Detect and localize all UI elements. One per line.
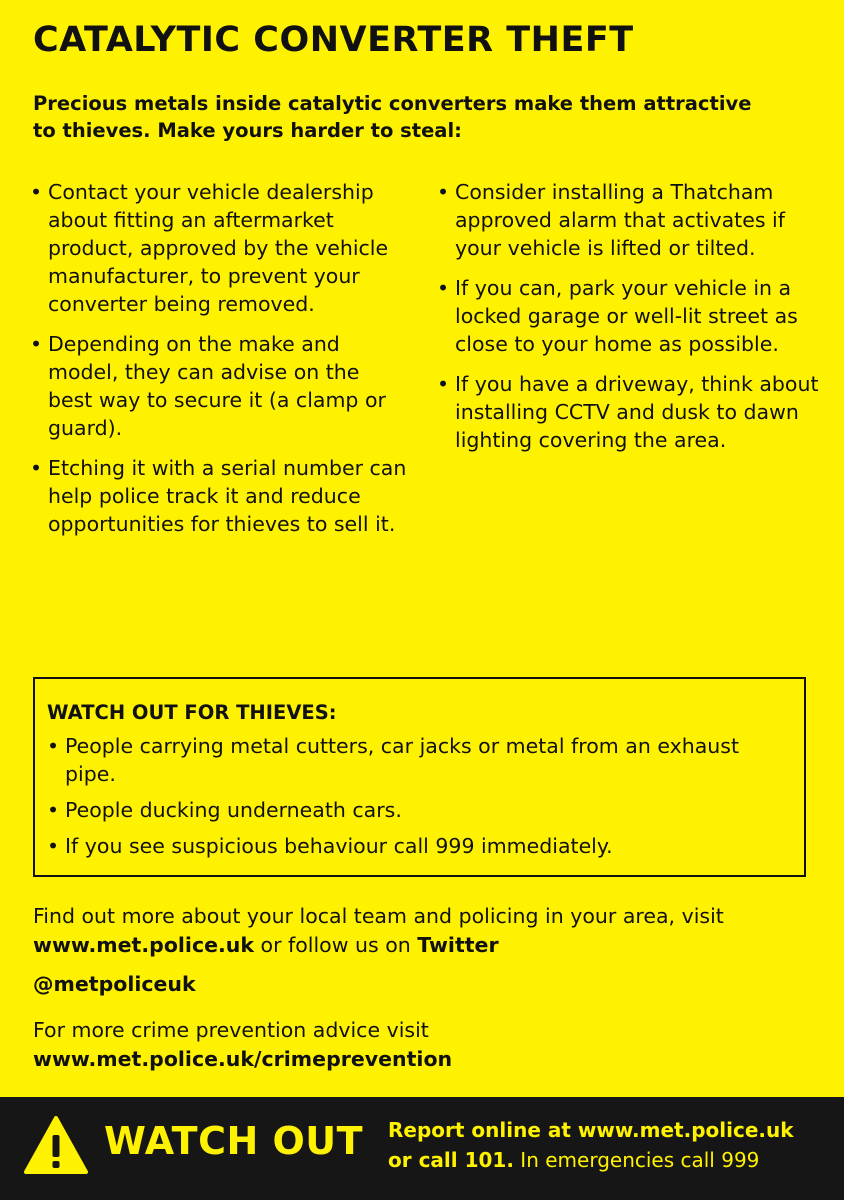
report-online-line[interactable]: Report online at www.met.police.uk <box>388 1118 794 1142</box>
list-item: • If you see suspicious behaviour call 999 immediately. <box>47 832 792 860</box>
page-title: CATALYTIC CONVERTER THEFT <box>33 20 634 60</box>
list-item: • Etching it with a serial number can help police track it and reduce opportunities for thieves to sell it. <box>30 454 410 538</box>
left-tips-list <box>30 178 410 550</box>
list-item: • If you can, park your vehicle in a locked garage or well-lit street as close to your home as possible. <box>437 274 827 358</box>
call-101-text: or call 101. <box>388 1148 514 1172</box>
find-out-prefix: Find out more about your local team and policing in your area, visit <box>33 904 724 928</box>
right-tips-list <box>437 178 827 466</box>
list-item: • Depending on the make and model, they can advise on the best way to secure it (a clamp or guard). <box>30 330 410 442</box>
find-out-more-text <box>33 902 823 960</box>
warning-icon <box>23 1115 89 1175</box>
footer-banner <box>0 1097 844 1200</box>
list-item: • Consider installing a Thatcham approved alarm that activates if your vehicle is lifted or tilted. <box>437 178 827 262</box>
report-text <box>388 1115 838 1175</box>
find-out-middle: or follow us on <box>254 933 418 957</box>
twitter-label: Twitter <box>417 933 499 957</box>
more-advice-text <box>33 1016 793 1074</box>
more-advice-label: For more crime prevention advice visit <box>33 1018 429 1042</box>
watch-box-list <box>47 732 792 860</box>
list-item: • People carrying metal cutters, car jacks or metal from an exhaust pipe. <box>47 732 792 788</box>
list-item: • Contact your vehicle dealership about fitting an aftermarket product, approved by the vehicle manufacturer, to prevent your converter being removed. <box>30 178 410 318</box>
watch-out-label: WATCH OUT <box>104 1119 364 1163</box>
emergency-text: In emergencies call 999 <box>513 1148 760 1172</box>
list-item: • If you have a driveway, think about installing CCTV and dusk to dawn lighting covering the area. <box>437 370 827 454</box>
met-police-link[interactable]: www.met.police.uk <box>33 933 255 957</box>
intro-text: Precious metals inside catalytic converters make them attractive to thieves. Make yours harder to steal: <box>33 92 752 142</box>
twitter-handle[interactable]: @metpoliceuk <box>33 972 196 996</box>
watch-box-heading: WATCH OUT FOR THIEVES: <box>47 701 337 724</box>
watch-out-box <box>33 677 806 877</box>
crime-prevention-link[interactable]: www.met.police.uk/crimeprevention <box>33 1047 453 1071</box>
list-item: • People ducking underneath cars. <box>47 796 792 824</box>
